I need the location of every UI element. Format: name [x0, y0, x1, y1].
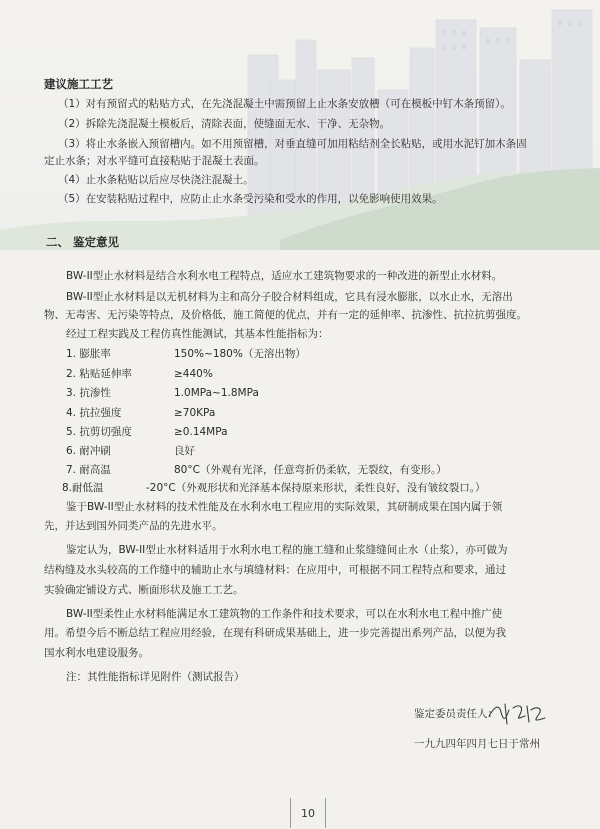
page-number-box [290, 798, 326, 828]
signer-label: 鉴定委员责任人： [414, 708, 498, 720]
spec-item: 7. 耐高温 80°C（外观有光泽，任意弯折仍柔软，无裂纹，有变形。） [66, 464, 447, 476]
step-1: （1）对有预留式的粘贴方式，在先浇混凝土中需预留上止水条安放槽（可在模板中钉木条预留）。 [58, 98, 511, 110]
step-3-cont: 定止水条；对水平缝可直接粘贴于混凝土表面。 [44, 155, 265, 167]
intro-paragraph-3: 经过工程实践及工程仿真性能测试，其基本性能指标为： [66, 328, 329, 340]
section-title-appraisal: 二、 鉴定意见 [46, 235, 120, 249]
step-3: （3）将止水条嵌入预留槽内。如不用预留槽，对垂直缝可加用粘结剂全长粘贴，或用水泥钉加木条固 [58, 138, 527, 150]
spec-item: 4. 抗拉强度 ≥70KPa [66, 407, 216, 419]
note: 注：其性能指标详见附件（测试报告） [66, 671, 245, 683]
section-title-construction: 建议施工工艺 [44, 77, 113, 91]
conclusion-paragraph-2-end: 实验确定铺设方式、断面形状及施工工艺。 [44, 584, 244, 596]
intro-paragraph-1: BW-II型止水材料是结合水利水电工程特点，适应水工建筑物要求的一种改进的新型止水材料。 [66, 270, 503, 282]
spec-item: 2. 粘贴延伸率 ≥440% [66, 368, 213, 380]
spec-item: 6. 耐冲刷 良好 [66, 445, 195, 457]
step-2: （2）拆除先浇混凝土模板后，清除表面，使缝面无水、干净、无杂物。 [58, 118, 391, 130]
conclusion-paragraph-3-cont: 用。希望今后不断总结工程应用经验，在现有科研成果基础上，进一步完善提出系列产品，以便为我 [44, 627, 506, 639]
conclusion-paragraph-2-cont: 结构缝及水头较高的工作缝中的辅助止水与填缝材料：在应用中，可根据不同工程特点和要求，通过 [44, 564, 506, 576]
conclusion-paragraph-3-end: 国水利水电建设服务。 [44, 647, 149, 659]
spec-item: 3. 抗渗性 1.0MPa~1.8MPa [66, 387, 259, 399]
intro-paragraph-2: BW-II型止水材料是以无机材料为主和高分子胶合材料组成，它具有浸水膨胀，以水止水，无溶出 [66, 291, 513, 303]
step-5: （5）在安装粘贴过程中，应防止止水条受污染和受水的作用，以免影响使用效果。 [58, 193, 443, 205]
conclusion-paragraph-2: 鉴定认为，BW-II型止水材料适用于水利水电工程的施工缝和止浆缝缝间止水（止浆），亦可做为 [66, 544, 508, 556]
spec-item: 8.耐低温 -20°C（外观形状和光泽基本保持原来形状，柔性良好，没有皱纹裂口。） [62, 482, 486, 494]
spec-item: 5. 抗剪切强度 ≥0.14MPa [66, 426, 228, 438]
handwritten-signature [485, 698, 550, 728]
spec-item: 1. 膨胀率 150%~180%（无溶出物） [66, 348, 306, 360]
conclusion-paragraph-1: 鉴于BW-II型止水材料的技术性能及在水利水电工程应用的实际效果，其研制成果在国内属于领 [66, 501, 503, 513]
conclusion-paragraph-1-cont: 先，并达到国外同类产品的先进水平。 [44, 520, 223, 532]
intro-paragraph-2-cont: 物、无毒害、无污染等特点，及价格低，施工简便的优点，并有一定的延伸率、抗渗性、抗拉抗剪强度。 [44, 309, 527, 321]
step-4: （4）止水条粘贴以后应尽快浇注混凝土。 [58, 174, 254, 186]
page-number: 10 [301, 807, 315, 820]
appraisal-date: 一九九四年四月七日于常州 [414, 738, 540, 750]
conclusion-paragraph-3: BW-II型柔性止水材料能满足水工建筑物的工作条件和技术要求，可以在水利水电工程中推广使 [66, 608, 503, 620]
